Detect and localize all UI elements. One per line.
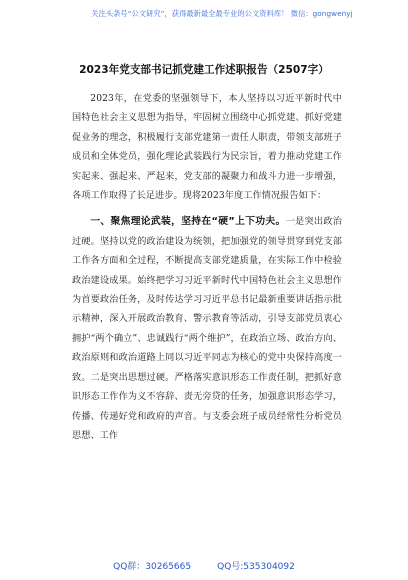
document-body: [72, 90, 342, 446]
intro-paragraph: 2023年，在党委的坚强领导下，本人坚持以习近平新时代中国特色社会主义思想为指导，牢固树立围绕中心抓党建、抓好党建促业务的理念，积极履行支部党建第一责任人职责，带领支部班子成员和全体党员，强化理论武装践行为民宗旨，着力推动党建工作实起来、强起来、严起来，党支部的凝聚力和战斗力进一步增强，各项工作取得了长足进步。现将2023年度工作情况报告如下：: [72, 94, 342, 202]
section-1-heading: 一、聚焦理论武装，坚持在“硬”上下功夫。: [90, 216, 286, 228]
footer-qq-number: QQ号:535304092: [217, 562, 295, 572]
footer-qq-group: QQ群：30265665: [113, 562, 192, 572]
header-banner: 关注头条号“公文研究”，获得最新最全最专业的公文资料库！ 微信：gongwenyj: [91, 9, 353, 18]
section-1-paragraph: [72, 212, 342, 446]
document-title: 2023年党支部书记抓党建工作述职报告（2507字）: [79, 64, 329, 76]
section-1-body: 一是突出政治过硬。坚持以党的政治建设为统领，把加强党的领导贯穿到党支部工作各方面和全过程，不断提高支部党建质量，在实际工作中检验政治建设成果。始终把学习习近平新时代中国特色社会主义思想作为首要政治任务，及时传达学习习近平总书记最新重要讲话指示批示精神，深入开展政治教育、警示教育等活动，引导支部党员衷心拥护“两个确立”、忠诚践行“两个维护”，在政治立场、政治方向、政治原则和政治道路上同以习近平同志为核心的党中央保持高度一致。二是突出思想过硬。严格落实意识形态工作责任制，把抓好意识形态工作作为义不容辞、责无旁贷的任务，加强意识形态学习，传播、传递好党和政府的声音。与支委会班子成员经常性分析党员思想、工作: [72, 217, 342, 441]
footer-contact: [0, 559, 408, 572]
